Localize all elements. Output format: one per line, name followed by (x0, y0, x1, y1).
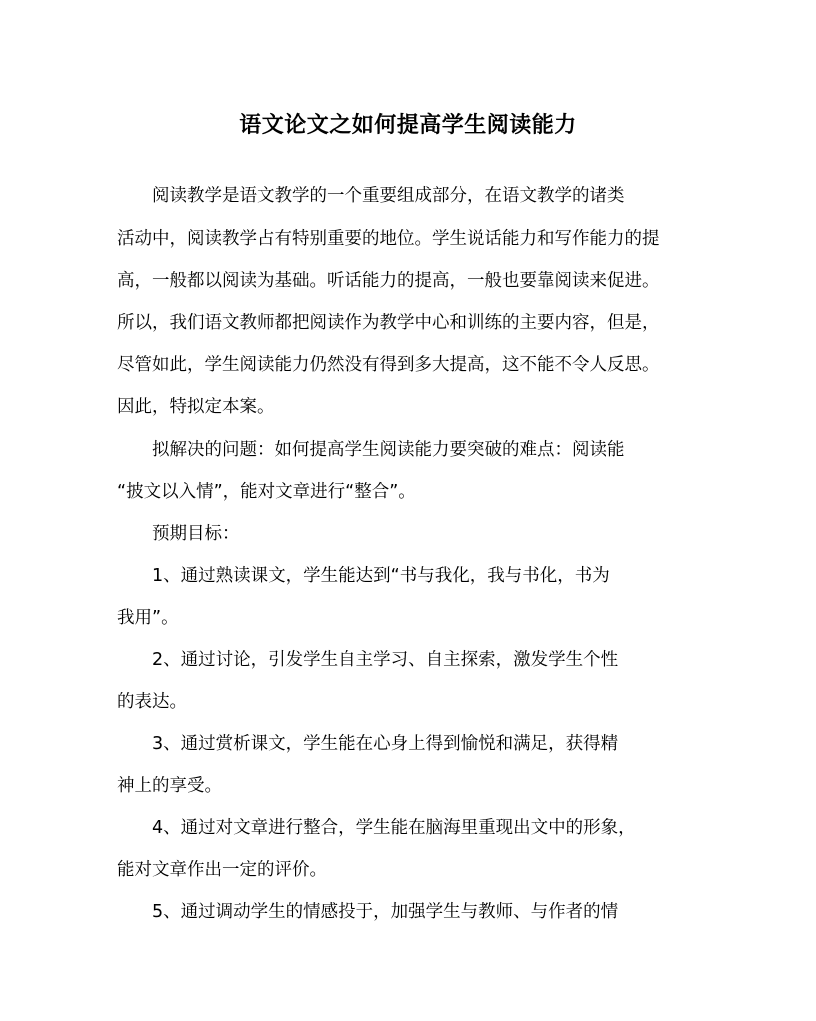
body-line-13: 的表达。 (117, 692, 187, 712)
body-line-8: “披文以入情”，能对文章进行“整合”。 (117, 482, 416, 502)
body-line-16: 4、通过对文章进行整合，学生能在脑海里重现出文中的形象， (117, 818, 636, 838)
body-line-15: 神上的享受。 (117, 776, 222, 796)
body-line-11: 我用”。 (117, 608, 179, 628)
body-line-2: 活动中，阅读教学占有特别重要的地位。学生说话能力和写作能力的提 (117, 229, 660, 249)
body-line-12: 2、通过讨论，引发学生自主学习、自主探索，激发学生个性 (117, 650, 619, 670)
body-line-5: 尽管如此，学生阅读能力仍然没有得到多大提高，这不能不令人反思。 (117, 355, 660, 375)
body-line-18: 5、通过调动学生的情感投于，加强学生与教师、与作者的情 (117, 902, 619, 922)
body-line-17: 能对文章作出一定的评价。 (117, 860, 327, 880)
body-line-4: 所以，我们语文教师都把阅读作为教学中心和训练的主要内容，但是， (117, 313, 660, 333)
document-title: 语文论文之如何提高学生阅读能力 (239, 112, 577, 138)
body-line-9: 预期目标： (117, 524, 240, 544)
body-line-14: 3、通过赏析课文，学生能在心身上得到愉悦和满足，获得精 (117, 734, 619, 754)
body-line-6: 因此，特拟定本案。 (117, 397, 275, 417)
body-line-10: 1、通过熟读课文，学生能达到“书与我化，我与书化，书为 (117, 566, 610, 586)
body-line-1: 阅读教学是语文教学的一个重要组成部分，在语文教学的诸类 (117, 186, 625, 206)
body-line-3: 高，一般都以阅读为基础。听话能力的提高，一般也要靠阅读来促进。 (117, 271, 660, 291)
body-line-7: 拟解决的问题：如何提高学生阅读能力要突破的难点：阅读能 (117, 440, 625, 460)
